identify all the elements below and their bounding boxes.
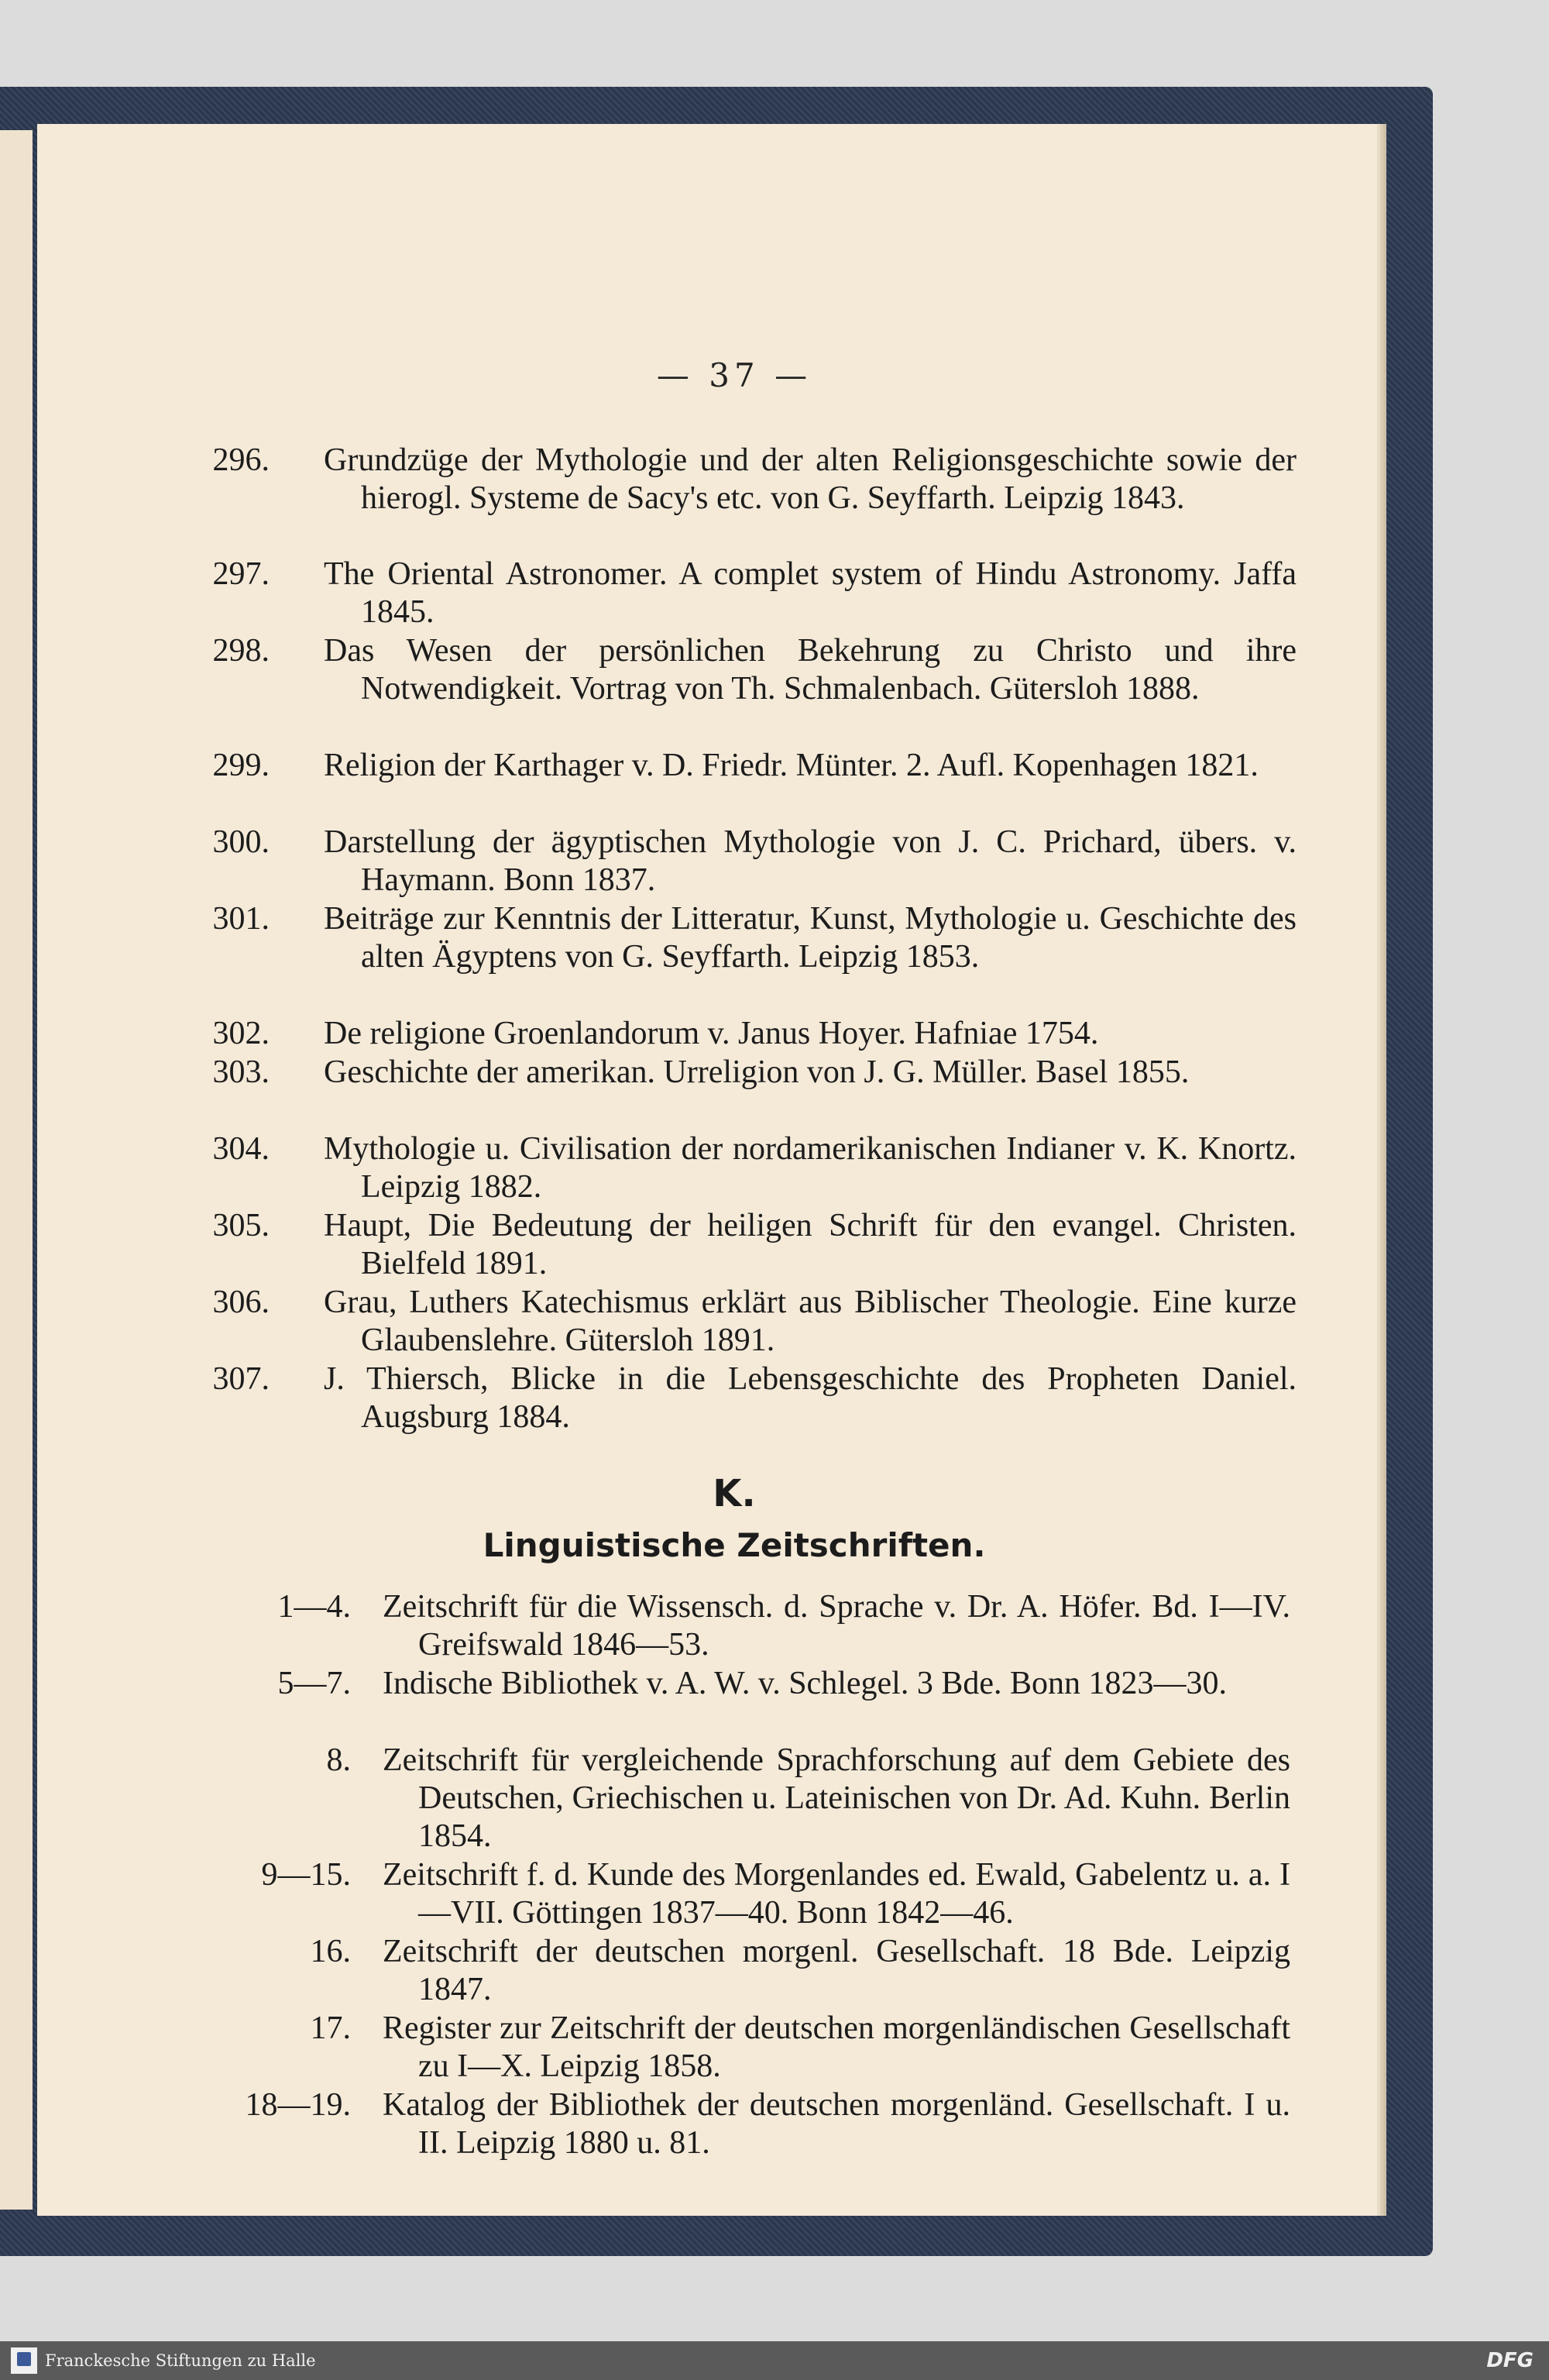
- entry-text: Beiträge zur Kenntnis der Litteratur, Kunst, Mythologie u. Geschichte des alten Ägyptens von G. Seyffarth. Leipzig 1853.: [324, 901, 1297, 975]
- entry-number: 296.: [212, 442, 270, 478]
- institution-name: Franckesche Stiftungen zu Halle: [45, 2351, 316, 2370]
- entry-number: 18—19.: [245, 2087, 351, 2123]
- entry-text: Zeitschrift für vergleichende Sprachforschung auf dem Gebiete des Deutschen, Griechischen u. Lateinischen von Dr. Ad. Kuhn. Berlin 1854.: [383, 1742, 1290, 1854]
- entry-text: De religione Groenlandorum v. Janus Hoyer. Hafniae 1754.: [324, 1016, 1099, 1051]
- entry-number: 297.: [212, 556, 270, 592]
- entry-number: 307.: [212, 1361, 270, 1397]
- entry-text: Register zur Zeitschrift der deutschen morgenländischen Gesellschaft zu I—X. Leipzig 1858.: [383, 2010, 1290, 2084]
- entry-number: 299.: [212, 748, 270, 783]
- entry-text: Mythologie u. Civilisation der nordamerikanischen Indianer v. K. Knortz. Leipzig 1882.: [324, 1131, 1297, 1205]
- previous-page-edge: [0, 130, 33, 2210]
- entry-number: 303.: [212, 1054, 270, 1090]
- entry-number: 306.: [212, 1285, 270, 1320]
- entry-text: Grau, Luthers Katechismus erklärt aus Biblischer Theologie. Eine kurze Glaubenslehre. Gütersloh 1891.: [324, 1285, 1297, 1358]
- entry-text: Religion der Karthager v. D. Friedr. Münter. 2. Aufl. Kopenhagen 1821.: [324, 748, 1259, 783]
- entry-number: 298.: [212, 633, 270, 669]
- entry-text: Grundzüge der Mythologie und der alten Religionsgeschichte sowie der hierogl. Systeme de Sacy's etc. von G. Seyffarth. Leipzig 1843.: [324, 442, 1297, 516]
- entry-text: Das Wesen der persönlichen Bekehrung zu Christo und ihre Notwendigkeit. Vortrag von Th. Schmalenbach. Gütersloh 1888.: [324, 633, 1297, 707]
- entry-number: 5—7.: [277, 1666, 351, 1701]
- entry-text: Darstellung der ägyptischen Mythologie von J. C. Prichard, übers. v. Haymann. Bonn 1837.: [324, 824, 1297, 898]
- entry-number: 9—15.: [261, 1857, 351, 1893]
- page-number: — 37 —: [656, 356, 812, 394]
- entry-number: 8.: [326, 1742, 351, 1778]
- entry-number: 301.: [212, 901, 270, 937]
- entry-text: Geschichte der amerikan. Urreligion von J. G. Müller. Basel 1855.: [324, 1054, 1190, 1090]
- entry-text: Haupt, Die Bedeutung der heiligen Schrift für den evangel. Christen. Bielfeld 1891.: [324, 1208, 1297, 1281]
- section-letter: K.: [713, 1472, 756, 1515]
- institution-logo-icon: [11, 2347, 37, 2374]
- entry-text: J. Thiersch, Blicke in die Lebensgeschichte des Propheten Daniel. Augsburg 1884.: [324, 1361, 1297, 1435]
- entry-text: Zeitschrift f. d. Kunde des Morgenlandes ed. Ewald, Gabelentz u. a. I—VII. Göttingen 1837—40. Bonn 1842—46.: [383, 1857, 1290, 1931]
- entry-text: Zeitschrift für die Wissensch. d. Sprache v. Dr. A. Höfer. Bd. I—IV. Greifswald 1846—53.: [383, 1589, 1290, 1663]
- entry-number: 302.: [212, 1016, 270, 1051]
- viewer-footer: [0, 2341, 1549, 2380]
- entry-number: 300.: [212, 824, 270, 860]
- entry-number: 16.: [310, 1934, 351, 1969]
- entry-text: Katalog der Bibliothek der deutschen morgenländ. Gesellschaft. I u. II. Leipzig 1880 u. 81.: [383, 2087, 1290, 2161]
- entry-number: 305.: [212, 1208, 270, 1243]
- book-page: [37, 124, 1377, 2216]
- entry-number: 304.: [212, 1131, 270, 1167]
- entry-text: The Oriental Astronomer. A complet system of Hindu Astronomy. Jaffa 1845.: [324, 556, 1297, 630]
- dfg-logo: DFG: [1486, 2349, 1534, 2372]
- entry-text: Indische Bibliothek v. A. W. v. Schlegel. 3 Bde. Bonn 1823—30.: [383, 1666, 1227, 1701]
- entry-number: 1—4.: [277, 1589, 351, 1625]
- section-title: Linguistische Zeitschriften.: [483, 1526, 986, 1564]
- entry-number: 17.: [310, 2010, 351, 2046]
- entry-text: Zeitschrift der deutschen morgenl. Gesellschaft. 18 Bde. Leipzig 1847.: [383, 1934, 1290, 2007]
